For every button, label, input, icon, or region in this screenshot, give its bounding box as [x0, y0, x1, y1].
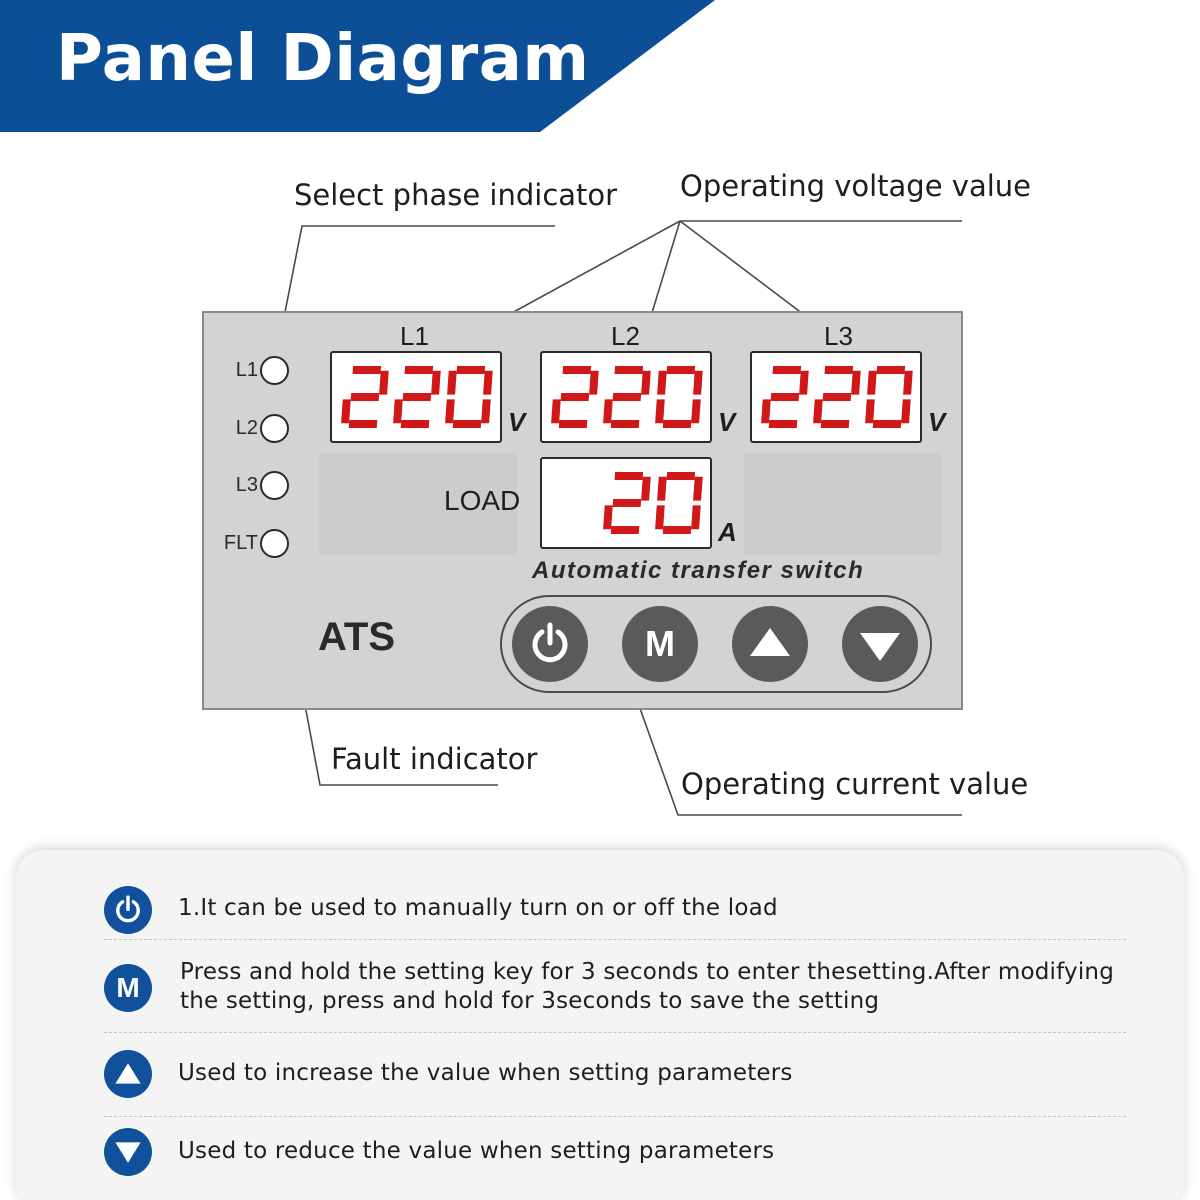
segment-g	[613, 393, 642, 401]
segment-g	[613, 499, 642, 507]
fault-indicator	[204, 528, 289, 558]
segment-e	[655, 399, 665, 423]
segment-d	[663, 420, 692, 428]
segment-d	[349, 420, 378, 428]
led-icon	[260, 356, 289, 385]
legend-text: Used to increase the value when setting parameters	[178, 1060, 793, 1086]
ats-panel	[202, 311, 963, 710]
operating-voltage-callout: Operating voltage value	[680, 169, 1031, 203]
segment-a	[563, 366, 592, 374]
key-legend-card	[16, 850, 1184, 1200]
seven-segment-readout	[752, 353, 920, 441]
segment-e	[761, 399, 771, 423]
segment-e	[393, 399, 403, 423]
select-phase-indicator-callout: Select phase indicator	[294, 178, 618, 212]
segment-a	[353, 366, 382, 374]
legend-item-down	[104, 1117, 1126, 1197]
segment-d	[663, 526, 692, 534]
segment-e	[603, 505, 613, 529]
up-glyph	[113, 1059, 143, 1089]
current-unit: A	[718, 517, 737, 547]
segment-a	[825, 366, 854, 374]
segment-a	[457, 366, 486, 374]
blank-display-area-right	[744, 453, 942, 555]
segment-d	[453, 420, 482, 428]
segment-b	[379, 371, 389, 395]
segment-g	[823, 393, 852, 401]
power-icon	[525, 619, 575, 669]
segment-c	[901, 399, 911, 423]
fault-indicator-callout: Fault indicator	[331, 742, 538, 776]
phase-indicator-l3	[204, 470, 289, 500]
phase-label: L1	[235, 358, 258, 381]
segment-e	[603, 399, 613, 423]
voltage-display-l2	[540, 351, 712, 443]
legend-text: Press and hold the setting key for 3 seconds to enter thesetting.After modifying the setting, press and hold for 3seconds to save the setting	[180, 959, 1114, 1014]
down-triangle-icon	[104, 1128, 152, 1176]
segment-e	[341, 399, 351, 423]
segment-b	[641, 477, 651, 501]
voltage-unit-l3: V	[928, 407, 946, 437]
power-icon	[104, 886, 152, 934]
column-label-l1: L1	[400, 321, 429, 351]
m-glyph: M	[116, 972, 140, 1003]
segment-b	[851, 371, 861, 395]
segment-e	[813, 399, 823, 423]
m-key-label: M	[645, 623, 675, 664]
down-triangle-icon	[855, 619, 905, 669]
segment-d	[611, 526, 640, 534]
down-button[interactable]	[842, 606, 918, 682]
led-icon	[260, 471, 289, 500]
segment-a	[405, 366, 434, 374]
segment-g	[403, 393, 432, 401]
legend-text: Used to reduce the value when setting parameters	[178, 1138, 775, 1164]
segment-a	[615, 366, 644, 374]
voltage-display-l3	[750, 351, 922, 443]
down-glyph	[113, 1137, 143, 1167]
column-label-l3: L3	[824, 321, 853, 351]
phase-label: L3	[235, 473, 258, 496]
segment-b	[903, 371, 913, 395]
load-label: LOAD	[444, 485, 521, 516]
segment-f	[657, 371, 667, 395]
segment-e	[655, 505, 665, 529]
segment-c	[691, 505, 701, 529]
segment-g	[561, 393, 590, 401]
operating-current-callout: Operating current value	[681, 767, 1029, 801]
column-label-l2: L2	[611, 321, 640, 351]
segment-d	[559, 420, 588, 428]
segment-b	[693, 371, 703, 395]
segment-b	[589, 371, 599, 395]
segment-d	[821, 420, 850, 428]
voltage-display-l1	[330, 351, 502, 443]
segment-f	[447, 371, 457, 395]
power-glyph	[111, 893, 145, 927]
seven-segment-readout	[542, 459, 710, 547]
page-title: Panel Diagram	[56, 22, 590, 96]
segment-e	[551, 399, 561, 423]
segment-a	[667, 472, 696, 480]
segment-d	[611, 420, 640, 428]
led-icon	[260, 414, 289, 443]
m-setting-button[interactable]	[622, 606, 698, 682]
segment-g	[351, 393, 380, 401]
load-current-display	[540, 457, 712, 549]
voltage-unit-l2: V	[718, 407, 736, 437]
segment-b	[431, 371, 441, 395]
led-icon	[260, 529, 289, 558]
phase-indicator-l1	[204, 355, 289, 385]
up-button[interactable]	[732, 606, 808, 682]
power-button[interactable]	[512, 606, 588, 682]
device-caption: Automatic transfer switch	[532, 557, 865, 584]
segment-a	[877, 366, 906, 374]
segment-d	[401, 420, 430, 428]
voltage-unit-l1: V	[508, 407, 526, 437]
segment-f	[657, 477, 667, 501]
segment-b	[483, 371, 493, 395]
segment-c	[481, 399, 491, 423]
ats-logo: ATS	[318, 615, 396, 659]
segment-b	[693, 477, 703, 501]
phase-label: L2	[235, 416, 258, 439]
segment-d	[873, 420, 902, 428]
legend-item-m	[104, 940, 1126, 1033]
segment-a	[667, 366, 696, 374]
segment-b	[799, 371, 809, 395]
seven-segment-readout	[332, 353, 500, 441]
legend-item-power	[104, 880, 1126, 940]
segment-a	[773, 366, 802, 374]
up-triangle-icon	[745, 619, 795, 669]
segment-a	[615, 472, 644, 480]
phase-label: FLT	[223, 531, 258, 554]
legend-item-up	[104, 1033, 1126, 1117]
segment-e	[445, 399, 455, 423]
up-triangle-icon	[104, 1050, 152, 1098]
keypad	[500, 595, 932, 693]
phase-indicator-l2	[204, 413, 289, 443]
segment-d	[769, 420, 798, 428]
seven-segment-readout	[542, 353, 710, 441]
segment-e	[865, 399, 875, 423]
segment-g	[771, 393, 800, 401]
segment-f	[867, 371, 877, 395]
legend-text: 1.It can be used to manually turn on or off the load	[178, 895, 778, 921]
m-key-icon	[104, 964, 152, 1012]
segment-b	[641, 371, 651, 395]
segment-c	[691, 399, 701, 423]
